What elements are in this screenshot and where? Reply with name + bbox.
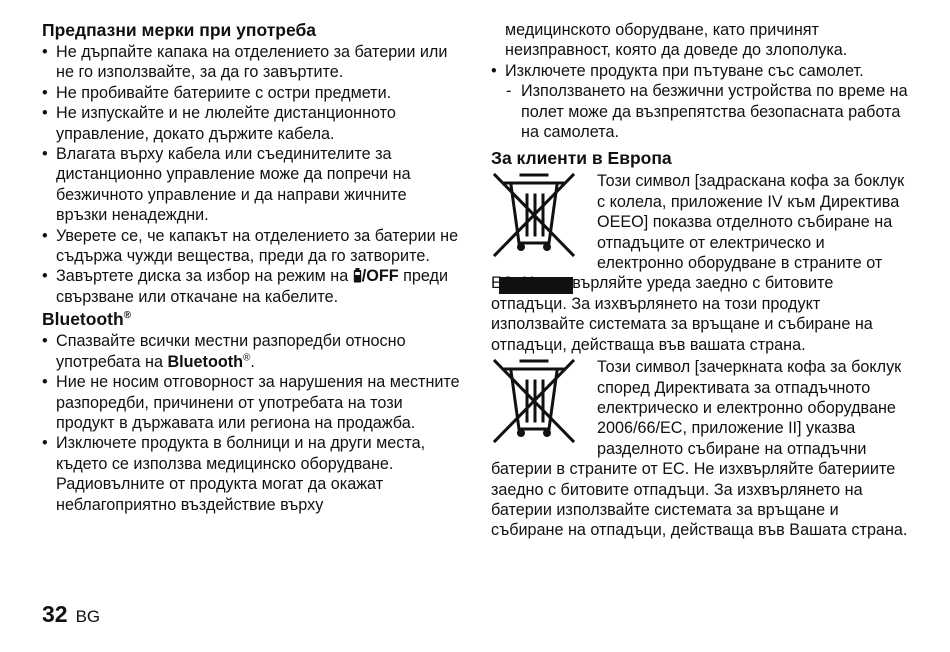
list-item: • Не изпускайте и не люлейте дистанционното управление, докато държите кабела. — [42, 103, 462, 144]
registered-mark: ® — [243, 352, 251, 364]
bluetooth-brand: Bluetooth — [167, 352, 243, 371]
weee-block — [491, 171, 911, 355]
page-number: 32 — [42, 601, 68, 627]
crossed-bin-icon — [491, 171, 577, 263]
language-code: BG — [75, 607, 101, 626]
precautions-heading: Предпазни мерки при употреба — [42, 20, 317, 40]
page-footer — [42, 601, 100, 630]
battery-text: Този символ [зачеркната кофа за боклук според Директивата за отпадъчното електрическо и електронно оборудване 2006/66/ЕС, приложение II] указва разделното събиране на отпадъчни батерии в страните от ЕС. Не изхвърляйте батериите заедно с битовите отпадъци. За изхвърлянето на батерии използвайте системата за връщане и събиране на отпадъци, действаща във Вашата страна. — [491, 358, 908, 540]
list-item — [42, 331, 462, 372]
continued-text: медицинското оборудване, като причинят неизправност, която да доведе до злополука. — [505, 21, 848, 60]
list-item: • Влагата върху кабела или съединителите за дистанционно управление може да попречи на безжичното управление и да направи жичните връзки ненадеждни. — [42, 144, 462, 226]
left-column — [42, 20, 462, 515]
bluetooth-heading-text: Bluetooth — [42, 309, 124, 330]
right-column — [491, 20, 911, 541]
list-subitem: - Използването на безжични устройства по време на полет може да възпрепятства безопасната работа на самолета. — [491, 81, 911, 142]
list-item: • Изключете продукта при пътуване със самолет. — [491, 61, 911, 81]
weee-text: Този символ [задраскана кофа за боклук с колела, приложение IV към Директива ОЕЕО] показва отделното събиране на отпадъците от електрическо и електронно оборудване в страните от ЕС. Не изхвърляйте уреда заедно с битовите отпадъци. За изхвърлянето на този продукт използвайте системата за връщане и събиране на отпадъци, действаща във вашата страна. — [491, 172, 905, 354]
list-item-mode-dial — [42, 266, 462, 307]
crossed-bin-icon — [491, 357, 577, 449]
airplane-list — [491, 61, 911, 143]
list-item: • Изключете продукта в болници и на други места, където се използва медицинско оборудване. — [42, 433, 462, 474]
battery-block — [491, 357, 911, 541]
eu-heading: За клиенти в Европа — [491, 148, 672, 169]
bt-item1-text: Спазвайте всички местни разпоредби относно употребата на — [56, 332, 406, 371]
list-item: • Уверете се, че капакът на отделението за батерии не съдържа чужди вещества, преди да го затворите. — [42, 226, 462, 267]
list-item: • Не пробивайте батериите с остри предмети. — [42, 83, 462, 103]
list-item: • Ние не носим отговорност за нарушения на местните разпоредби, причинени от употребата на този продукт в държавата или региона на продажба. — [42, 372, 462, 433]
battery-icon — [353, 267, 362, 285]
bluetooth-list — [42, 331, 462, 474]
precautions-list — [42, 42, 462, 307]
off-label: /OFF — [361, 267, 399, 286]
bluetooth-heading — [42, 309, 462, 330]
list-item: • Не дърпайте капака на отделението за батерии или не го използвайте, за да го завъртите. — [42, 42, 462, 83]
bt-item3-continuation: Радиовълните от продукта могат да окажат неблагоприятно въздействие върху — [56, 475, 384, 514]
dial-text-before: Завъртете диска за избор на режим на — [56, 267, 353, 286]
registered-mark: ® — [123, 310, 132, 322]
dial-text-after: преди свързване или откачане на кабелите. — [56, 267, 449, 306]
bt-item1-end: . — [250, 352, 255, 371]
